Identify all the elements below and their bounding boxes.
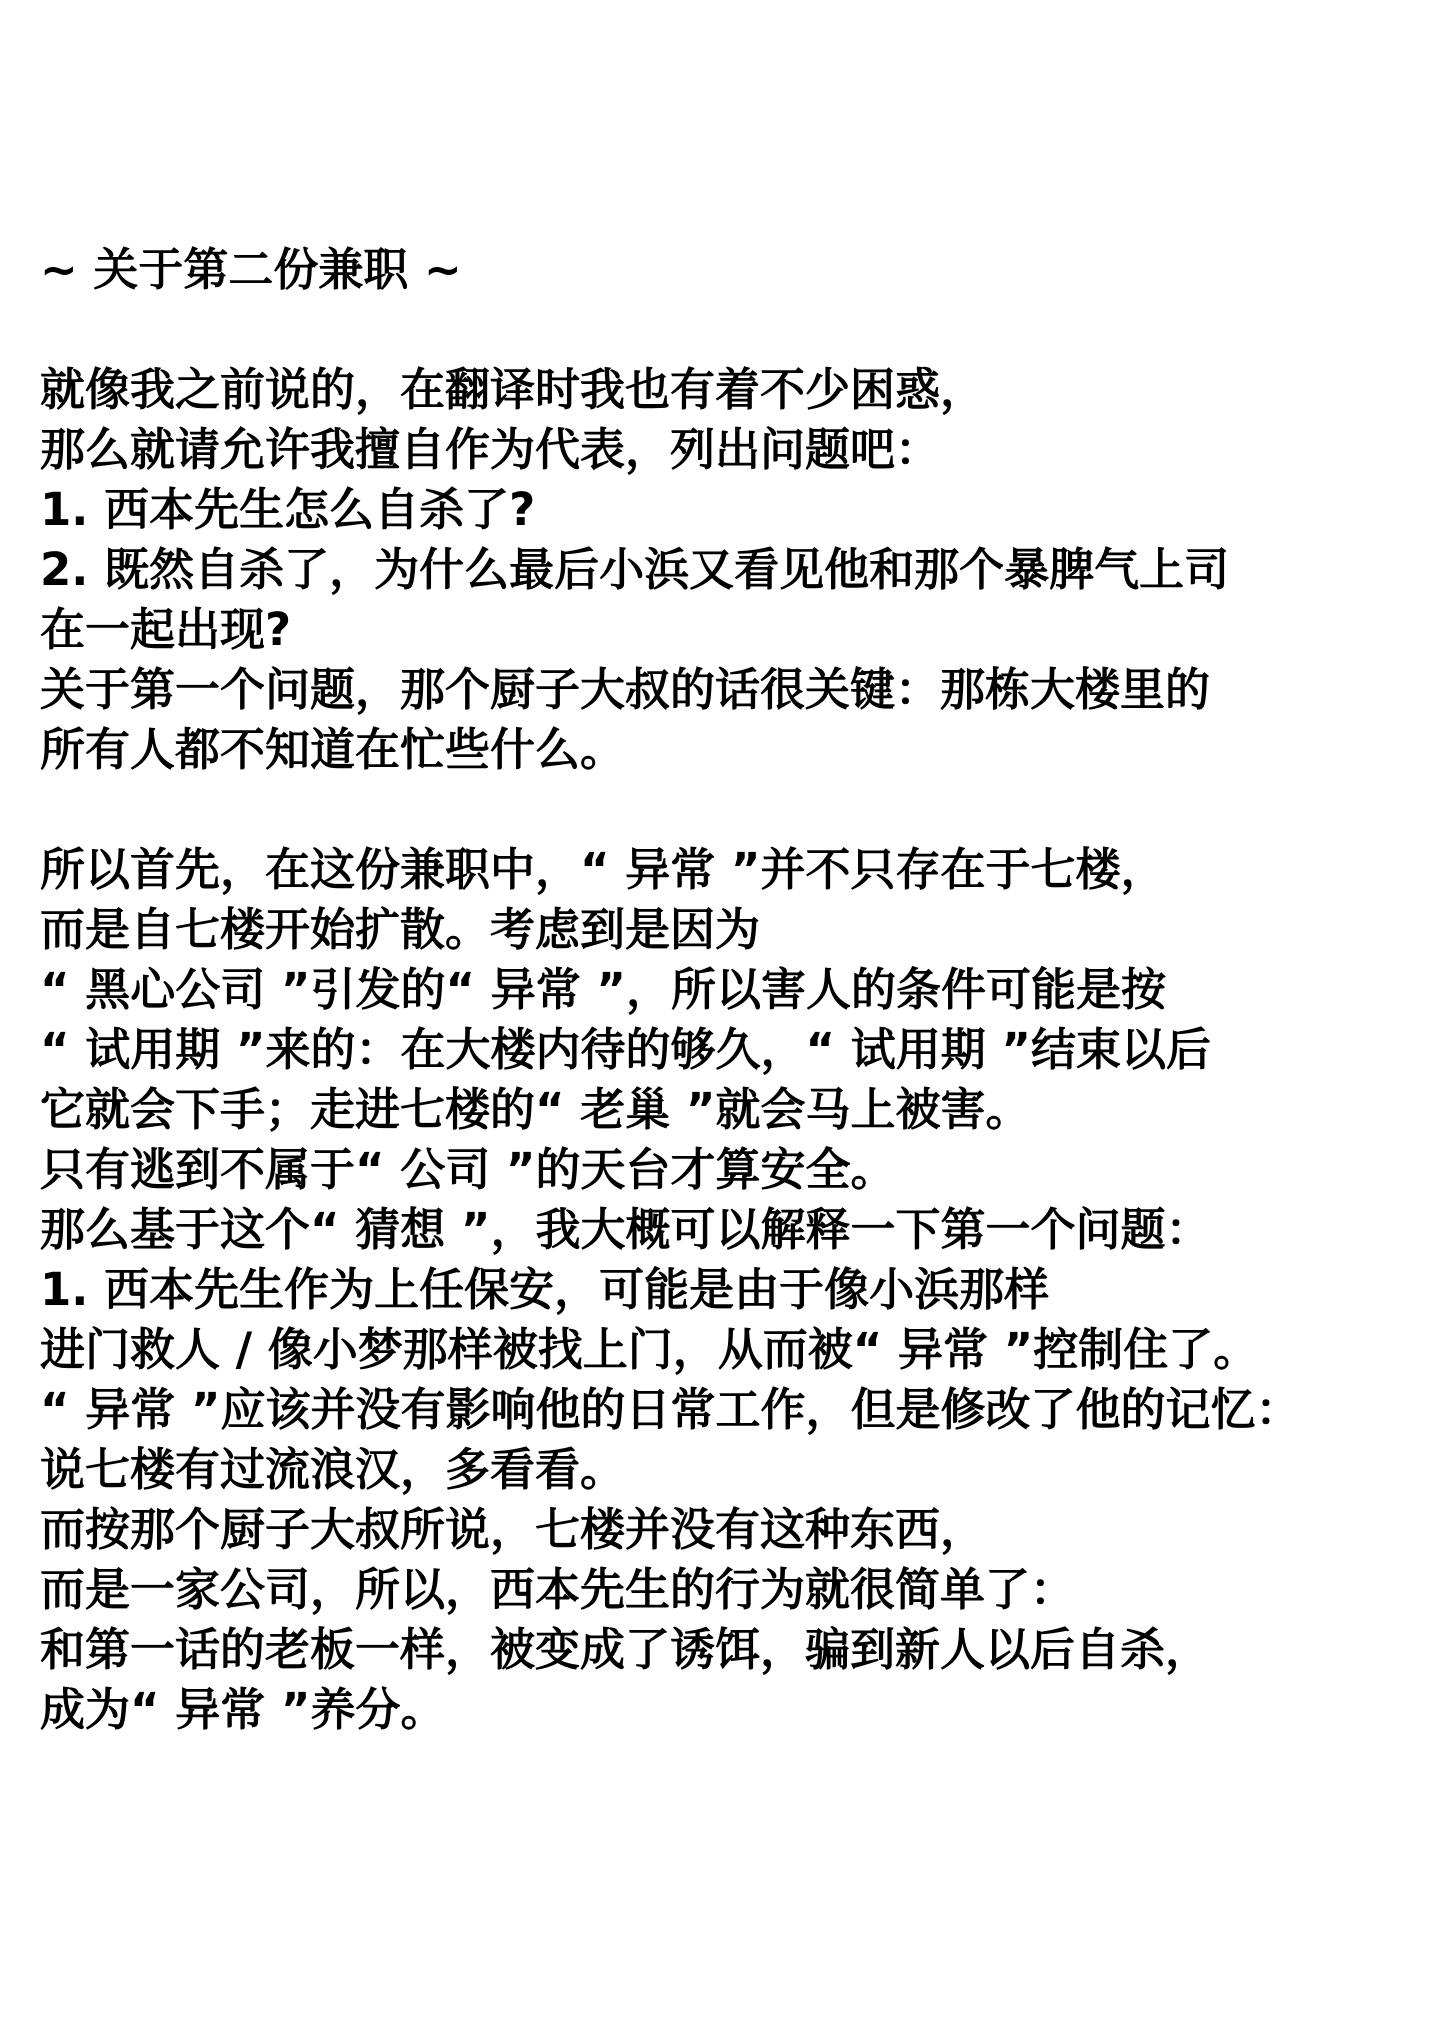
text-line: 所以首先，在这份兼职中，“ 异常 ”并不只存在于七楼， [40, 843, 1166, 896]
text-line: 1. 西本先生作为上任保安，可能是由于像小浜那样 [40, 1263, 1050, 1316]
text-line: 而是自七楼开始扩散。考虑到是因为 [40, 903, 761, 956]
text-line: “ 试用期 ”来的：在大楼内待的够久，“ 试用期 ”结束以后 [40, 1023, 1211, 1076]
text-line: “ 黑心公司 ”引发的“ 异常 ”，所以害人的条件可能是按 [40, 963, 1166, 1016]
text-line: 进门救人 / 像小梦那样被找上门，从而被“ 异常 ”控制住了。 [40, 1323, 1259, 1376]
text-line: 2. 既然自杀了，为什么最后小浜又看见他和那个暴脾气上司 [40, 543, 1230, 596]
text-line: 1. 西本先生怎么自杀了? [40, 483, 536, 536]
blank-line [40, 300, 1420, 360]
text-line: 而按那个厨子大叔所说，七楼并没有这种东西， [40, 1503, 986, 1556]
text-line: 那么就请允许我擅自作为代表，列出问题吧： [40, 423, 941, 476]
text-line: 和第一话的老板一样，被变成了诱饵，骗到新人以后自杀， [40, 1623, 1211, 1676]
document-body [40, 240, 1420, 1740]
text-line: 成为“ 异常 ”养分。 [40, 1683, 446, 1736]
text-line: 它就会下手；走进七楼的“ 老巢 ”就会马上被害。 [40, 1083, 1031, 1136]
text-line: 关于第一个问题，那个厨子大叔的话很关键：那栋大楼里的 [40, 663, 1211, 716]
text-line: 在一起出现? [40, 603, 292, 656]
text-line: 那么基于这个“ 猜想 ”，我大概可以解释一下第一个问题： [40, 1203, 1211, 1256]
text-line: 所有人都不知道在忙些什么。 [40, 723, 626, 776]
text-line: 说七楼有过流浪汉，多看看。 [40, 1443, 626, 1496]
text-line: 就像我之前说的，在翻译时我也有着不少困惑， [40, 363, 986, 416]
blank-line [40, 780, 1420, 840]
text-line: “ 异常 ”应该并没有影响他的日常工作，但是修改了他的记忆： [40, 1383, 1301, 1436]
text-line: 只有逃到不属于“ 公司 ”的天台才算安全。 [40, 1143, 896, 1196]
document-title: ~ 关于第二份兼职 ~ [40, 243, 462, 296]
text-line: 而是一家公司，所以，西本先生的行为就很简单了： [40, 1563, 1076, 1616]
